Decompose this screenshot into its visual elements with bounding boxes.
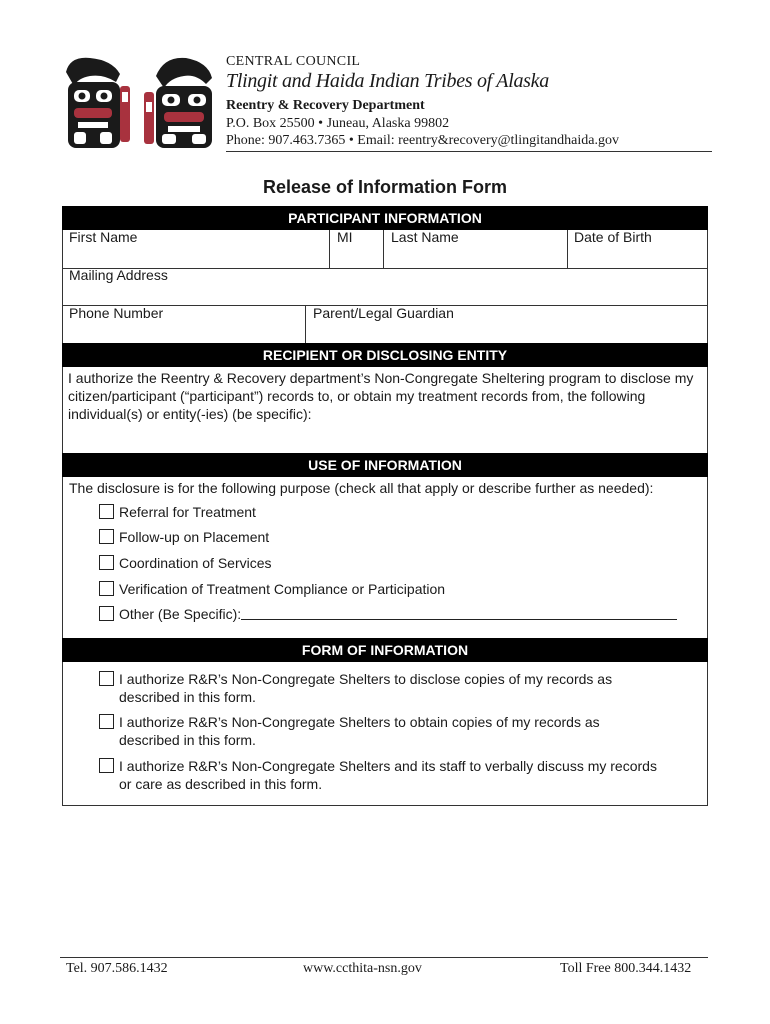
divider bbox=[567, 230, 568, 268]
checkbox[interactable] bbox=[99, 581, 114, 596]
checkbox[interactable] bbox=[99, 606, 114, 621]
checkbox[interactable] bbox=[99, 504, 114, 519]
use-section-header: USE OF INFORMATION bbox=[62, 453, 708, 477]
other-specify-line[interactable] bbox=[241, 605, 677, 620]
council-name: CENTRAL COUNCIL bbox=[226, 54, 361, 69]
purpose-option-followup[interactable] bbox=[99, 528, 269, 546]
option-label: Verification of Treatment Compliance or Participation bbox=[119, 581, 446, 597]
divider bbox=[329, 230, 330, 268]
recipient-authorization-text: I authorize the Reentry & Recovery department’s Non-Congregate Sheltering program to disclose my citizen/participant (“participant”) records to, or obtain my treatment records from, the following individual(s) or entity(-ies) (be specific): bbox=[68, 370, 694, 422]
recipient-section-header: RECIPIENT OR DISCLOSING ENTITY bbox=[62, 343, 708, 367]
phone-number-field[interactable]: Phone Number bbox=[69, 305, 164, 321]
form-section-header: FORM OF INFORMATION bbox=[62, 638, 708, 662]
checkbox[interactable] bbox=[99, 714, 114, 729]
form-title: Release of Information Form bbox=[262, 177, 508, 197]
header-divider bbox=[226, 151, 712, 152]
option-label: I authorize R&R’s Non-Congregate Shelters and its staff to verbally discuss my records or care as described in this form. bbox=[119, 758, 657, 792]
option-label: Coordination of Services bbox=[119, 555, 272, 571]
option-label: I authorize R&R’s Non-Congregate Shelters to disclose copies of my records as described in this form. bbox=[119, 671, 613, 705]
divider bbox=[305, 305, 306, 343]
guardian-field[interactable]: Parent/Legal Guardian bbox=[313, 305, 454, 321]
option-label: I authorize R&R’s Non-Congregate Shelters to obtain copies of my records as described in this form. bbox=[119, 714, 600, 748]
option-label: Other (Be Specific): bbox=[119, 606, 242, 622]
last-name-field[interactable]: Last Name bbox=[391, 229, 459, 245]
form-option-disclose[interactable] bbox=[99, 670, 659, 706]
footer-divider bbox=[60, 957, 708, 958]
mailing-address-field[interactable]: Mailing Address bbox=[69, 267, 168, 283]
checkbox[interactable] bbox=[99, 555, 114, 570]
purpose-option-coordination[interactable] bbox=[99, 554, 272, 572]
form-option-verbal[interactable] bbox=[99, 757, 659, 793]
participant-section-header: PARTICIPANT INFORMATION bbox=[62, 206, 708, 230]
checkbox[interactable] bbox=[99, 671, 114, 686]
footer-tollfree: Toll Free 800.344.1432 bbox=[560, 961, 692, 976]
purpose-option-referral[interactable] bbox=[99, 503, 256, 521]
use-intro-text: The disclosure is for the following purpose (check all that apply or describe further as needed): bbox=[69, 480, 654, 496]
department-name: Reentry & Recovery Department bbox=[226, 98, 425, 113]
first-name-field[interactable]: First Name bbox=[69, 229, 138, 245]
footer-tel: Tel. 907.586.1432 bbox=[66, 961, 168, 976]
date-of-birth-field[interactable]: Date of Birth bbox=[574, 229, 652, 245]
purpose-option-verification[interactable] bbox=[99, 580, 445, 598]
form-option-obtain[interactable] bbox=[99, 713, 659, 749]
purpose-option-other[interactable] bbox=[99, 605, 677, 623]
option-label: Referral for Treatment bbox=[119, 504, 256, 520]
tribes-name: Tlingit and Haida Indian Tribes of Alaska bbox=[226, 70, 549, 92]
checkbox[interactable] bbox=[99, 529, 114, 544]
option-label: Follow-up on Placement bbox=[119, 529, 270, 545]
footer-website[interactable]: www.ccthita-nsn.gov bbox=[303, 961, 422, 976]
middle-initial-field[interactable]: MI bbox=[337, 229, 353, 245]
divider bbox=[383, 230, 384, 268]
checkbox[interactable] bbox=[99, 758, 114, 773]
department-contact: Phone: 907.463.7365 • Email: reentry&recovery@tlingitandhaida.gov bbox=[226, 133, 619, 148]
department-address: P.O. Box 25500 • Juneau, Alaska 99802 bbox=[226, 116, 450, 131]
tlingit-haida-logo-icon bbox=[60, 52, 220, 152]
